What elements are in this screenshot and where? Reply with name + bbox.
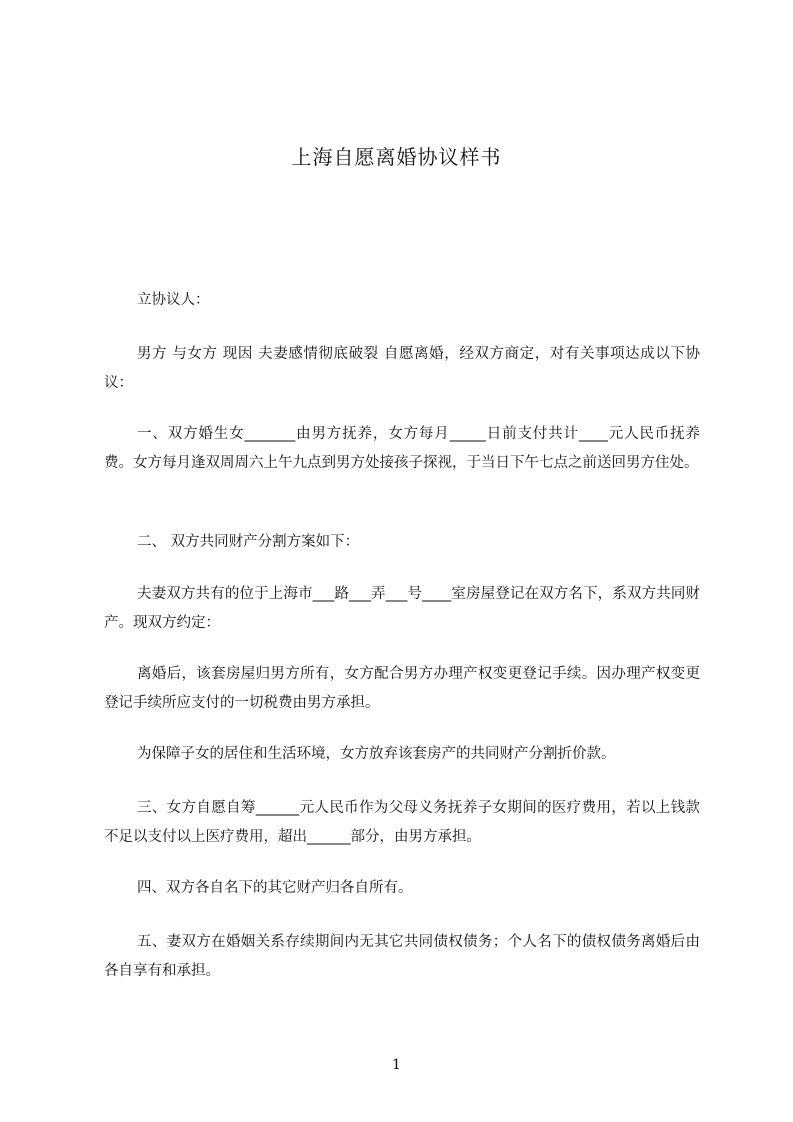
page-number: 1 — [392, 1057, 401, 1073]
paragraph-property-description: 夫妻双方共有的位于上海市___路___弄___号____室房屋登记在双方名下，系双方共同财产。现双方约定： — [104, 586, 700, 631]
paragraph-property-ownership: 离婚后，该套房屋归男方所有，女方配合男方办理产权变更登记手续。因办理产权变更登记手续所应支付的一切税费由男方承担。 — [104, 666, 700, 711]
paragraph-property-waiver: 为保障子女的居住和生活环境，女方放弃该套房产的共同财产分割折价款。 — [137, 746, 616, 762]
paragraph-parties: 立协议人： — [137, 292, 210, 308]
paragraph-clause-3-medical: 三、女方自愿自筹______元人民币作为父母义务抚养子女期间的医疗费用，若以上钱款不足以支付以上医疗费用，超出______部分，由男方承担。 — [104, 800, 700, 845]
paragraph-clause-4-other-property: 四、双方各自名下的其它财产归各自所有。 — [137, 880, 413, 896]
document-title: 上海自愿离婚协议样书 — [291, 145, 502, 169]
paragraph-clause-2-heading: 二、 双方共同财产分割方案如下： — [137, 534, 360, 550]
paragraph-intro: 男方 与女方 现因 夫妻感情彻底破裂 自愿离婚，经双方商定，对有关事项达成以下协议： — [104, 346, 700, 391]
paragraph-clause-5-debts: 五、妻双方在婚姻关系存续期间内无其它共同债权债务；个人名下的债权债务离婚后由各自享有和承担。 — [104, 934, 700, 979]
paragraph-clause-1-custody: 一、双方婚生女_______由男方抚养，女方每月_____日前支付共计____元人民币抚养费。女方每月逢双周周六上午九点到男方处接孩子探视，于当日下午七点之前送回男方住处。 — [104, 426, 700, 471]
